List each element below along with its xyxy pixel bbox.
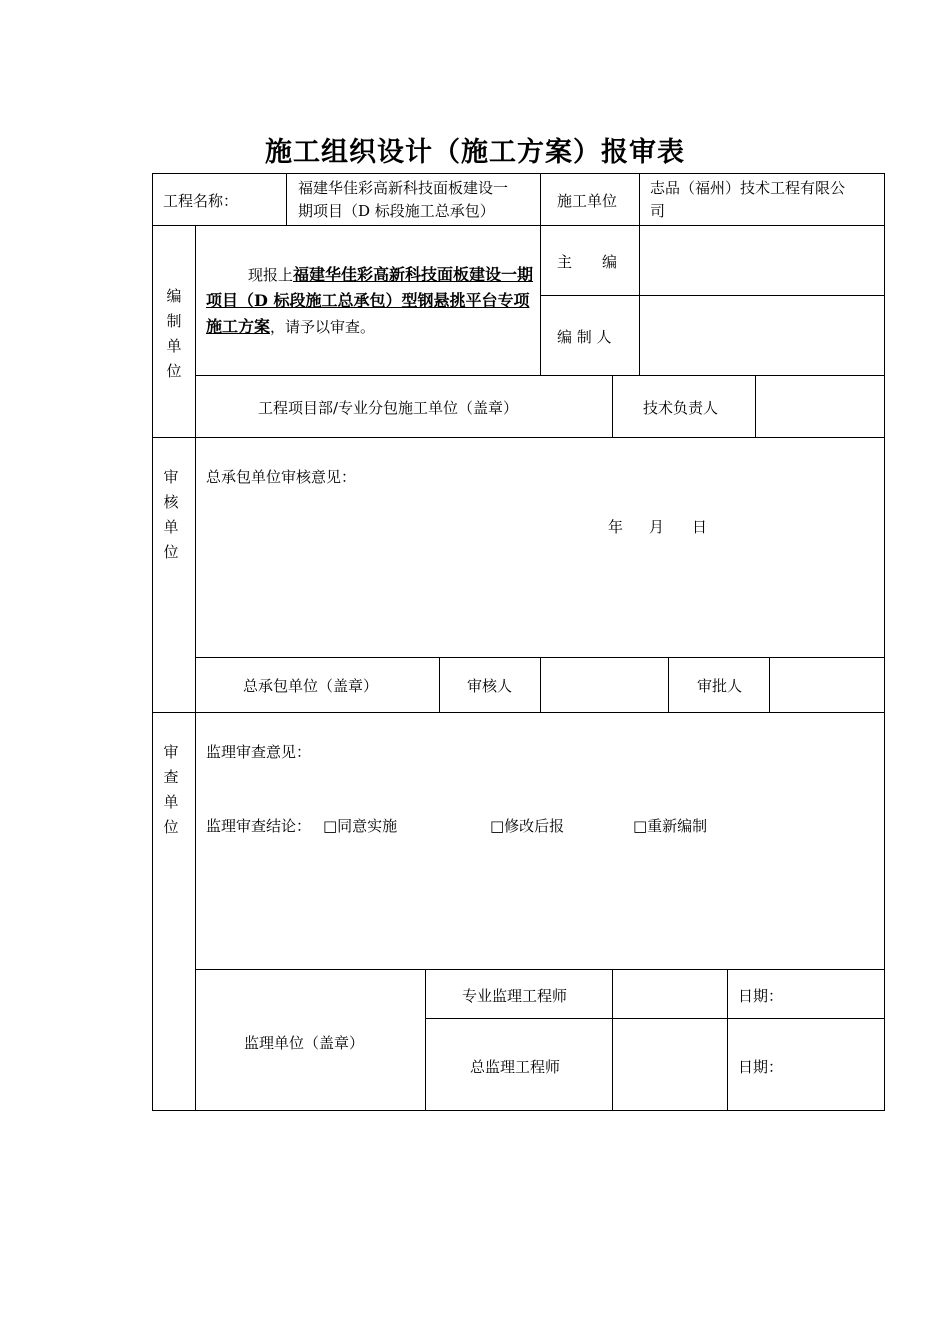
date-month: 月 — [649, 518, 665, 536]
contractor-value-line1: 志品（福州）技术工程有限公 — [650, 179, 846, 197]
option-revise-checkbox[interactable]: □修改后报 — [490, 817, 565, 835]
contractor-seal-label: 总承包单位（盖章） — [243, 677, 379, 695]
option-recompile-checkbox[interactable]: □重新编制 — [633, 817, 708, 835]
supervision-seal-label: 监理单位（盖章） — [244, 1034, 365, 1052]
date-day: 日 — [692, 518, 708, 536]
option-agree-checkbox[interactable]: □同意实施 — [323, 817, 398, 835]
reviewer-label: 审核人 — [467, 677, 513, 695]
inspection-unit-side-label: 审 查 单 位 — [163, 743, 179, 836]
supervision-conclusion-label: 监理审查结论： — [206, 817, 312, 835]
report-statement: 现报上福建华佳彩高新科技面板建设一期项目（D 标段施工总承包）型钢悬挑平台专项施工方案，请予以审查。 — [206, 265, 534, 336]
tech-lead-label: 技术负责人 — [643, 399, 719, 417]
project-name-label: 工程名称： — [163, 192, 239, 210]
compile-unit-side-label: 编 制 单 位 — [166, 287, 182, 380]
chief-engineer-label: 总监理工程师 — [470, 1058, 561, 1076]
approver-label: 审批人 — [697, 677, 743, 695]
project-name-value-line2: 期项目（D 标段施工总承包） — [298, 202, 495, 220]
project-dept-seal-label: 工程项目部/专业分包施工单位（盖章） — [258, 399, 519, 417]
chief-editor-label: 主 编 — [557, 253, 618, 271]
date-label-specialist: 日期： — [738, 987, 784, 1005]
page-title: 施工组织设计（施工方案）报审表 — [265, 137, 685, 168]
compiler-label: 编 制 人 — [557, 328, 612, 346]
contractor-opinion-label: 总承包单位审核意见： — [206, 468, 357, 486]
project-name-value-line1: 福建华佳彩高新科技面板建设一 — [298, 179, 509, 197]
contractor-value-line2: 司 — [650, 202, 666, 220]
supervision-opinion-label: 监理审查意见： — [206, 743, 312, 761]
contractor-label: 施工单位 — [557, 192, 618, 210]
date-label-chief: 日期： — [738, 1058, 784, 1076]
review-unit-side-label: 审 核 单 位 — [163, 468, 179, 561]
date-year: 年 — [608, 518, 624, 536]
specialist-engineer-label: 专业监理工程师 — [462, 987, 568, 1005]
